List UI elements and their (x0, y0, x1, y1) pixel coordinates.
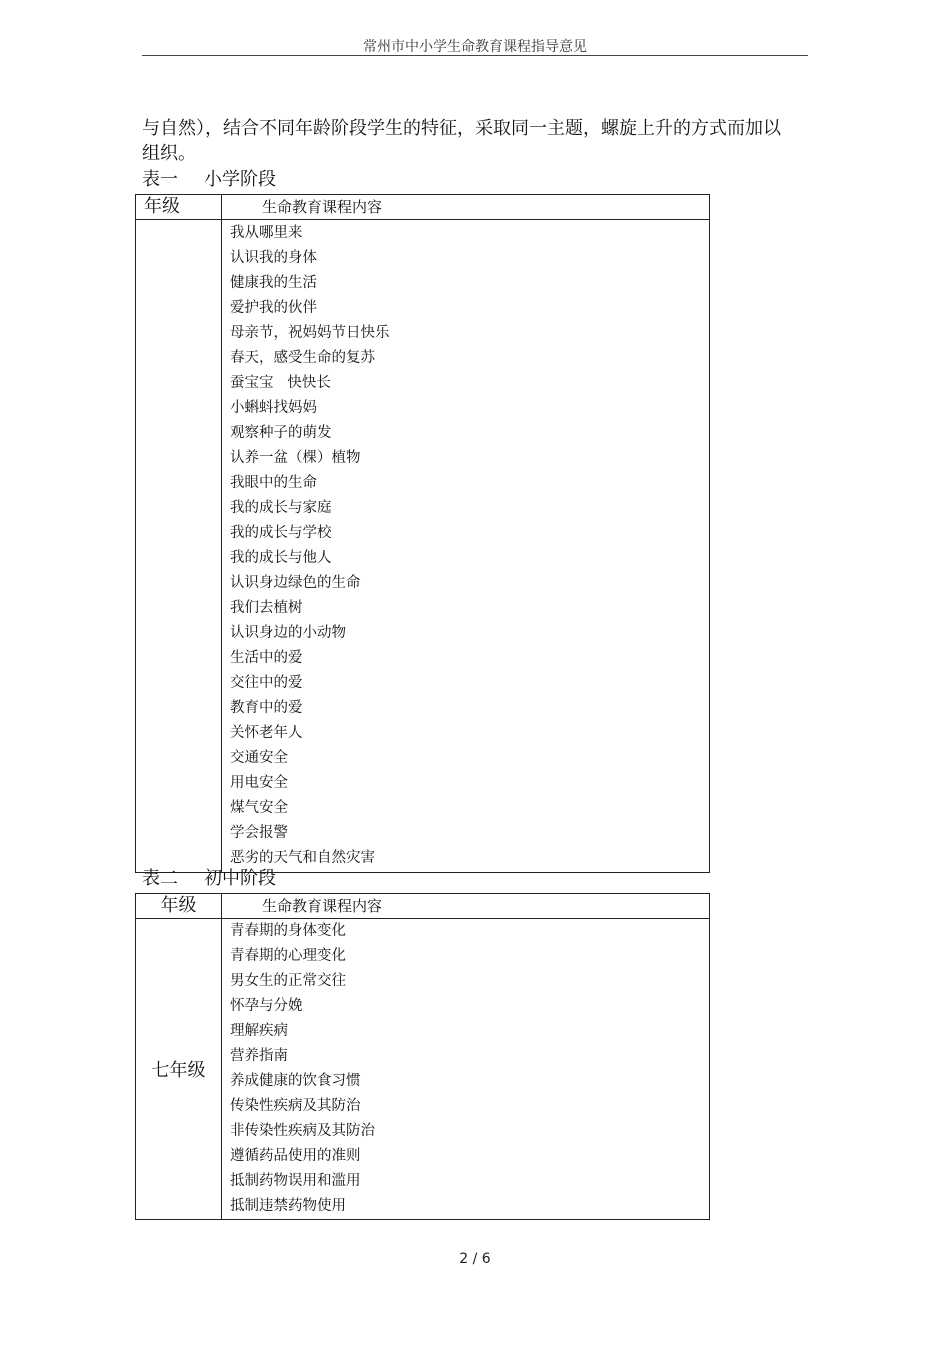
grade-column-header: 年级 (136, 195, 222, 220)
course-item: 认养一盆（棵）植物 (230, 450, 361, 466)
course-item: 交通安全 (230, 750, 288, 766)
table-row (136, 919, 710, 1220)
course-item: 我的成长与家庭 (230, 500, 332, 516)
course-item-list (222, 220, 709, 872)
course-item: 抵制药物误用和滥用 (230, 1173, 361, 1189)
content-column-header: 生命教育课程内容 (222, 894, 710, 919)
table-2-caption-title: 初中阶段 (204, 868, 276, 889)
course-item: 母亲节，祝妈妈节日快乐 (230, 325, 390, 341)
course-item: 学会报警 (230, 825, 288, 841)
course-item: 教育中的爱 (230, 700, 303, 716)
course-item: 我们去植树 (230, 600, 303, 616)
course-item: 养成健康的饮食习惯 (230, 1073, 361, 1089)
table-2-caption-label: 表二 (142, 868, 178, 889)
course-item: 我眼中的生命 (230, 475, 317, 491)
grade-cell (136, 220, 222, 873)
course-item: 认识身边绿色的生命 (230, 575, 361, 591)
primary-school-course-table (135, 194, 710, 873)
course-item: 营养指南 (230, 1048, 288, 1064)
course-item: 交往中的爱 (230, 675, 303, 691)
course-item: 用电安全 (230, 775, 288, 791)
course-item-list (222, 919, 709, 1219)
page-header-title: 常州市中小学生命教育课程指导意见 (363, 39, 587, 55)
grade-column-header: 年级 (136, 894, 222, 919)
course-item: 小蝌蚪找妈妈 (230, 400, 317, 416)
page-number: 2 / 6 (459, 1251, 491, 1267)
content-cell (222, 220, 710, 873)
table-2-caption (142, 867, 276, 891)
table-1-caption-label: 表一 (142, 169, 178, 190)
course-item: 认识身边的小动物 (230, 625, 346, 641)
content-cell (222, 919, 710, 1220)
table-1-caption (142, 168, 276, 192)
course-item: 健康我的生活 (230, 275, 317, 291)
course-item: 恶劣的天气和自然灾害 (230, 850, 375, 866)
content-column-header: 生命教育课程内容 (222, 195, 710, 220)
table-1-caption-title: 小学阶段 (204, 169, 276, 190)
grade-cell: 七年级 (136, 919, 222, 1220)
course-item: 煤气安全 (230, 800, 288, 816)
course-item: 爱护我的伙伴 (230, 300, 317, 316)
course-item: 生活中的爱 (230, 650, 303, 666)
course-item: 男女生的正常交往 (230, 973, 346, 989)
course-item: 观察种子的萌发 (230, 425, 332, 441)
course-item: 关怀老年人 (230, 725, 303, 741)
table-row (136, 220, 710, 873)
course-item: 抵制违禁药物使用 (230, 1198, 346, 1214)
course-item: 理解疾病 (230, 1023, 288, 1039)
course-item: 春天，感受生命的复苏 (230, 350, 375, 366)
table-header-row (136, 894, 710, 919)
intro-paragraph: 与自然），结合不同年龄阶段学生的特征，采取同一主题，螺旋上升的方式而加以组织。 (142, 118, 781, 164)
table-header-row (136, 195, 710, 220)
course-item: 传染性疾病及其防治 (230, 1098, 361, 1114)
course-item: 认识我的身体 (230, 250, 317, 266)
middle-school-course-table (135, 893, 710, 1220)
course-item: 我的成长与他人 (230, 550, 332, 566)
course-item: 我的成长与学校 (230, 525, 332, 541)
header-divider (142, 55, 808, 56)
course-item: 遵循药品使用的准则 (230, 1148, 361, 1164)
course-item: 我从哪里来 (230, 225, 303, 241)
course-item: 蚕宝宝 快快长 (230, 375, 331, 391)
course-item: 青春期的心理变化 (230, 948, 346, 964)
course-item: 青春期的身体变化 (230, 923, 346, 939)
course-item: 怀孕与分娩 (230, 998, 303, 1014)
course-item: 非传染性疾病及其防治 (230, 1123, 375, 1139)
